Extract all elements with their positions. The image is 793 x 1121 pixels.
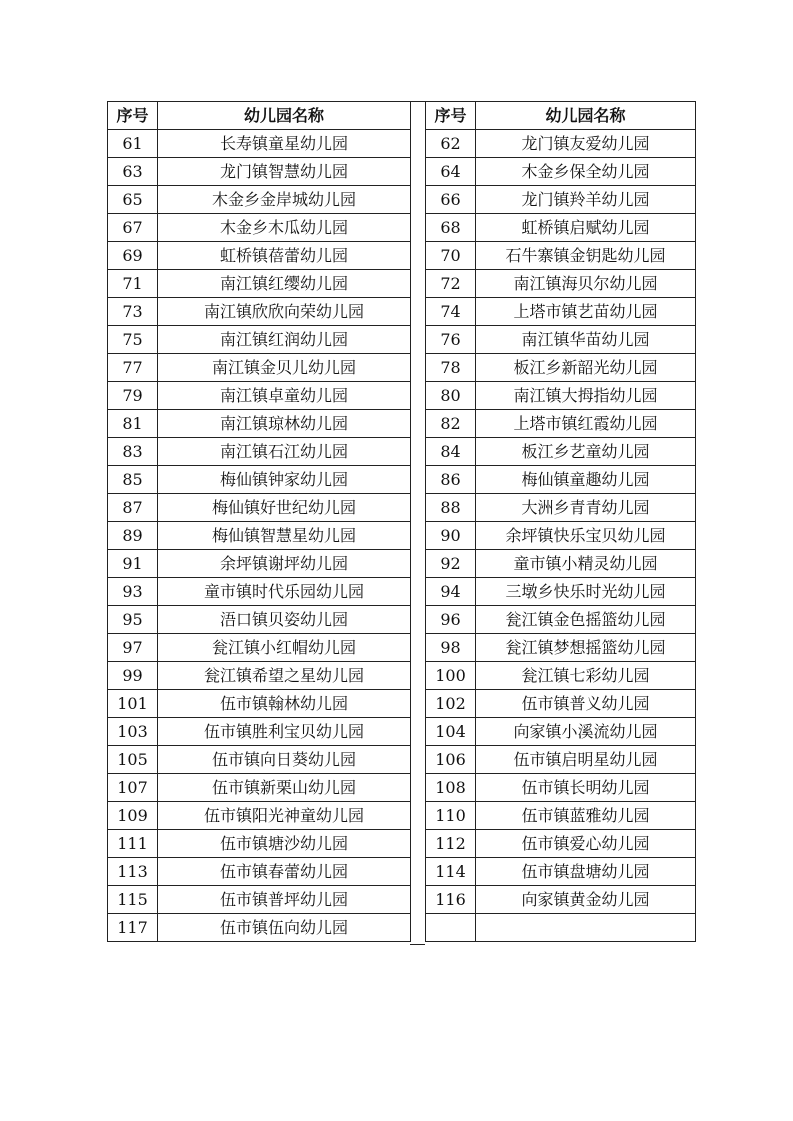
table-row xyxy=(108,354,411,382)
table-row xyxy=(426,466,696,494)
kindergarten-table-left xyxy=(107,101,411,942)
row-number: 108 xyxy=(426,774,476,802)
table-row xyxy=(426,270,696,298)
row-number: 64 xyxy=(426,158,476,186)
kindergarten-name: 伍市镇普坪幼儿园 xyxy=(158,886,411,914)
kindergarten-name: 伍市镇胜利宝贝幼儿园 xyxy=(158,718,411,746)
table-row xyxy=(426,438,696,466)
table-row xyxy=(108,410,411,438)
row-number: 78 xyxy=(426,354,476,382)
kindergarten-name: 伍市镇阳光神童幼儿园 xyxy=(158,802,411,830)
row-number: 115 xyxy=(108,886,158,914)
table-row xyxy=(426,662,696,690)
kindergarten-name: 龙门镇智慧幼儿园 xyxy=(158,158,411,186)
kindergarten-name: 伍市镇长明幼儿园 xyxy=(476,774,696,802)
table-row xyxy=(108,438,411,466)
kindergarten-name: 南江镇琼林幼儿园 xyxy=(158,410,411,438)
kindergarten-name: 三墩乡快乐时光幼儿园 xyxy=(476,578,696,606)
row-number: 109 xyxy=(108,802,158,830)
kindergarten-name: 伍市镇蓝雅幼儿园 xyxy=(476,802,696,830)
kindergarten-table-right xyxy=(425,101,696,942)
table-row xyxy=(426,746,696,774)
kindergarten-name: 南江镇华苗幼儿园 xyxy=(476,326,696,354)
kindergarten-name: 童市镇小精灵幼儿园 xyxy=(476,550,696,578)
table-row xyxy=(426,690,696,718)
row-number: 88 xyxy=(426,494,476,522)
table-row xyxy=(426,578,696,606)
kindergarten-name: 板江乡新韶光幼儿园 xyxy=(476,354,696,382)
table-row xyxy=(426,550,696,578)
kindergarten-name: 虹桥镇蓓蕾幼儿园 xyxy=(158,242,411,270)
table-header-row xyxy=(426,102,696,130)
row-number: 65 xyxy=(108,186,158,214)
kindergarten-name: 南江镇金贝儿幼儿园 xyxy=(158,354,411,382)
header-number: 序号 xyxy=(426,102,476,130)
row-number: 74 xyxy=(426,298,476,326)
kindergarten-name: 伍市镇塘沙幼儿园 xyxy=(158,830,411,858)
kindergarten-name: 瓮江镇金色摇篮幼儿园 xyxy=(476,606,696,634)
row-number: 96 xyxy=(426,606,476,634)
kindergarten-name: 木金乡保全幼儿园 xyxy=(476,158,696,186)
kindergarten-name: 浯口镇贝姿幼儿园 xyxy=(158,606,411,634)
table-row xyxy=(426,158,696,186)
row-number: 71 xyxy=(108,270,158,298)
row-number: 70 xyxy=(426,242,476,270)
row-number: 67 xyxy=(108,214,158,242)
table-row xyxy=(426,214,696,242)
row-number: 68 xyxy=(426,214,476,242)
row-number: 73 xyxy=(108,298,158,326)
table-row xyxy=(108,606,411,634)
row-number: 79 xyxy=(108,382,158,410)
table-row xyxy=(426,858,696,886)
header-name: 幼儿园名称 xyxy=(158,102,411,130)
row-number: 89 xyxy=(108,522,158,550)
row-number: 76 xyxy=(426,326,476,354)
kindergarten-name: 木金乡木瓜幼儿园 xyxy=(158,214,411,242)
row-number: 66 xyxy=(426,186,476,214)
kindergarten-name: 龙门镇友爱幼儿园 xyxy=(476,130,696,158)
table-row xyxy=(426,410,696,438)
kindergarten-name: 伍市镇新栗山幼儿园 xyxy=(158,774,411,802)
row-number: 111 xyxy=(108,830,158,858)
row-number: 63 xyxy=(108,158,158,186)
row-number: 116 xyxy=(426,886,476,914)
kindergarten-name: 南江镇欣欣向荣幼儿园 xyxy=(158,298,411,326)
table-row xyxy=(108,634,411,662)
row-number: 62 xyxy=(426,130,476,158)
kindergarten-name: 上塔市镇红霞幼儿园 xyxy=(476,410,696,438)
table-row xyxy=(108,718,411,746)
table-row xyxy=(426,914,696,942)
table-row xyxy=(108,326,411,354)
kindergarten-name: 南江镇石江幼儿园 xyxy=(158,438,411,466)
table-row xyxy=(426,802,696,830)
row-number: 92 xyxy=(426,550,476,578)
table-row xyxy=(426,718,696,746)
kindergarten-name: 伍市镇翰林幼儿园 xyxy=(158,690,411,718)
row-number: 113 xyxy=(108,858,158,886)
row-number: 85 xyxy=(108,466,158,494)
row-number: 87 xyxy=(108,494,158,522)
row-number: 102 xyxy=(426,690,476,718)
kindergarten-name: 梅仙镇钟家幼儿园 xyxy=(158,466,411,494)
table-row xyxy=(426,382,696,410)
kindergarten-name: 板江乡艺童幼儿园 xyxy=(476,438,696,466)
row-number: 107 xyxy=(108,774,158,802)
row-number: 114 xyxy=(426,858,476,886)
table-header-row xyxy=(108,102,411,130)
kindergarten-name: 伍市镇盘塘幼儿园 xyxy=(476,858,696,886)
kindergarten-name: 伍市镇普义幼儿园 xyxy=(476,690,696,718)
kindergarten-name: 梅仙镇智慧星幼儿园 xyxy=(158,522,411,550)
row-number: 93 xyxy=(108,578,158,606)
kindergarten-name: 童市镇时代乐园幼儿园 xyxy=(158,578,411,606)
header-number: 序号 xyxy=(108,102,158,130)
table-row xyxy=(108,158,411,186)
table-row xyxy=(108,802,411,830)
kindergarten-name: 伍市镇伍向幼儿园 xyxy=(158,914,411,942)
table-row xyxy=(108,886,411,914)
kindergarten-name: 南江镇红润幼儿园 xyxy=(158,326,411,354)
table-row xyxy=(108,242,411,270)
kindergarten-name: 瓮江镇梦想摇篮幼儿园 xyxy=(476,634,696,662)
table-row xyxy=(108,662,411,690)
table-gap xyxy=(410,101,425,945)
kindergarten-name: 长寿镇童星幼儿园 xyxy=(158,130,411,158)
kindergarten-name: 上塔市镇艺苗幼儿园 xyxy=(476,298,696,326)
table-row xyxy=(426,606,696,634)
row-number: 69 xyxy=(108,242,158,270)
kindergarten-name: 伍市镇向日葵幼儿园 xyxy=(158,746,411,774)
kindergarten-name: 向家镇小溪流幼儿园 xyxy=(476,718,696,746)
kindergarten-name: 龙门镇羚羊幼儿园 xyxy=(476,186,696,214)
kindergarten-name: 南江镇海贝尔幼儿园 xyxy=(476,270,696,298)
table-row xyxy=(108,130,411,158)
table-row xyxy=(426,886,696,914)
table-row xyxy=(426,242,696,270)
kindergarten-name: 梅仙镇童趣幼儿园 xyxy=(476,466,696,494)
row-number: 101 xyxy=(108,690,158,718)
row-number: 94 xyxy=(426,578,476,606)
table-row xyxy=(108,578,411,606)
row-number: 104 xyxy=(426,718,476,746)
kindergarten-name: 木金乡金岸城幼儿园 xyxy=(158,186,411,214)
row-number: 75 xyxy=(108,326,158,354)
kindergarten-name: 瓮江镇希望之星幼儿园 xyxy=(158,662,411,690)
table-row xyxy=(108,746,411,774)
kindergarten-name: 向家镇黄金幼儿园 xyxy=(476,886,696,914)
row-number: 83 xyxy=(108,438,158,466)
table-row xyxy=(426,774,696,802)
row-number: 86 xyxy=(426,466,476,494)
table-row xyxy=(426,634,696,662)
kindergarten-name: 瓮江镇小红帽幼儿园 xyxy=(158,634,411,662)
table-row xyxy=(426,354,696,382)
kindergarten-name: 大洲乡青青幼儿园 xyxy=(476,494,696,522)
row-number: 61 xyxy=(108,130,158,158)
table-row xyxy=(108,382,411,410)
row-number: 97 xyxy=(108,634,158,662)
kindergarten-name: 余坪镇谢坪幼儿园 xyxy=(158,550,411,578)
row-number xyxy=(426,914,476,942)
table-row xyxy=(426,522,696,550)
kindergarten-name: 伍市镇春蕾幼儿园 xyxy=(158,858,411,886)
table-row xyxy=(426,494,696,522)
kindergarten-name: 伍市镇爱心幼儿园 xyxy=(476,830,696,858)
kindergarten-name xyxy=(476,914,696,942)
table-row xyxy=(108,830,411,858)
table-row xyxy=(426,830,696,858)
row-number: 80 xyxy=(426,382,476,410)
kindergarten-name: 虹桥镇启赋幼儿园 xyxy=(476,214,696,242)
kindergarten-name: 南江镇卓童幼儿园 xyxy=(158,382,411,410)
table-row xyxy=(108,550,411,578)
row-number: 72 xyxy=(426,270,476,298)
row-number: 117 xyxy=(108,914,158,942)
kindergarten-name: 瓮江镇七彩幼儿园 xyxy=(476,662,696,690)
table-row xyxy=(108,298,411,326)
kindergarten-name: 梅仙镇好世纪幼儿园 xyxy=(158,494,411,522)
row-number: 99 xyxy=(108,662,158,690)
table-row xyxy=(108,690,411,718)
table-row xyxy=(426,326,696,354)
row-number: 110 xyxy=(426,802,476,830)
kindergarten-name: 石牛寨镇金钥匙幼儿园 xyxy=(476,242,696,270)
row-number: 106 xyxy=(426,746,476,774)
kindergarten-name: 南江镇大拇指幼儿园 xyxy=(476,382,696,410)
row-number: 98 xyxy=(426,634,476,662)
row-number: 112 xyxy=(426,830,476,858)
table-row xyxy=(108,522,411,550)
table-row xyxy=(108,466,411,494)
table-row xyxy=(108,494,411,522)
row-number: 91 xyxy=(108,550,158,578)
table-row xyxy=(108,858,411,886)
table-row xyxy=(426,186,696,214)
row-number: 84 xyxy=(426,438,476,466)
kindergarten-name: 南江镇红缨幼儿园 xyxy=(158,270,411,298)
row-number: 90 xyxy=(426,522,476,550)
row-number: 105 xyxy=(108,746,158,774)
row-number: 95 xyxy=(108,606,158,634)
kindergarten-name: 伍市镇启明星幼儿园 xyxy=(476,746,696,774)
kindergarten-name: 余坪镇快乐宝贝幼儿园 xyxy=(476,522,696,550)
table-row xyxy=(426,298,696,326)
row-number: 103 xyxy=(108,718,158,746)
row-number: 82 xyxy=(426,410,476,438)
header-name: 幼儿园名称 xyxy=(476,102,696,130)
table-row xyxy=(108,270,411,298)
table-row xyxy=(108,774,411,802)
table-row xyxy=(108,914,411,942)
table-row xyxy=(108,214,411,242)
row-number: 77 xyxy=(108,354,158,382)
row-number: 81 xyxy=(108,410,158,438)
table-row xyxy=(426,130,696,158)
table-row xyxy=(108,186,411,214)
row-number: 100 xyxy=(426,662,476,690)
